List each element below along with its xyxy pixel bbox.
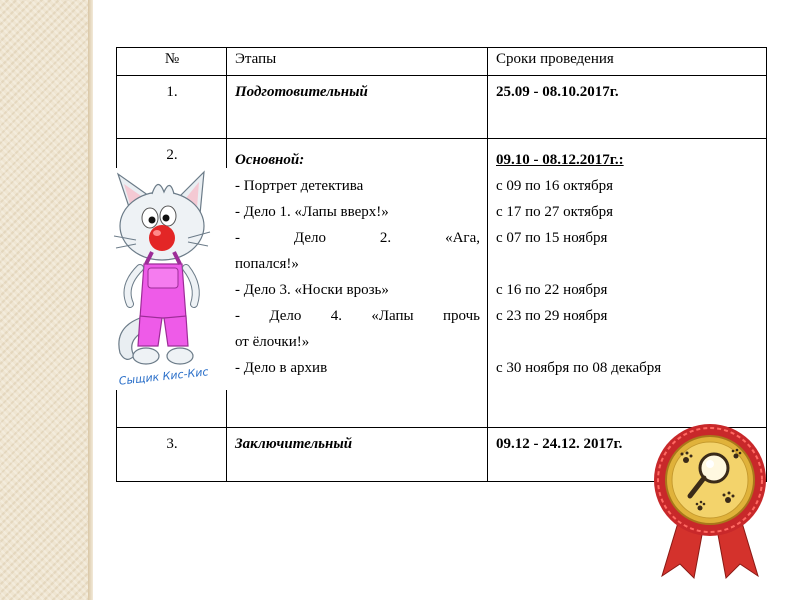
stage-title: Основной:	[235, 152, 305, 168]
case-dates: с 07 по 15 ноября	[496, 230, 608, 246]
stage-cell	[227, 76, 488, 139]
case-item: - Дело 1. «Лапы вверх!»	[235, 204, 389, 220]
detective-cat-illustration	[100, 168, 228, 390]
stage-cell	[227, 139, 488, 428]
header-stages: Этапы	[227, 48, 488, 76]
decorative-side-band	[0, 0, 88, 600]
case-item-continued: от ёлочки!»	[235, 334, 310, 350]
header-dates: Сроки проведения	[488, 48, 767, 76]
case-dates: с 17 по 27 октября	[496, 204, 614, 220]
case-dates: с 16 по 22 ноября	[496, 282, 608, 298]
case-item-continued: попался!»	[235, 256, 299, 272]
spacer	[496, 251, 759, 277]
case-item: - Дело 4. «Лапы прочь	[235, 308, 480, 324]
row-number: 1.	[117, 76, 227, 139]
decorative-side-line	[88, 0, 93, 600]
stage-cell	[227, 428, 488, 482]
case-item: - Дело в архив	[235, 360, 328, 376]
stage-title: Заключительный	[235, 436, 353, 452]
case-dates: с 30 ноября по 08 декабря	[496, 360, 662, 376]
dates-cell	[488, 76, 767, 139]
case-item: - Портрет детектива	[235, 178, 364, 194]
mascot-caption: Сыщик Кис-Кис	[118, 365, 210, 388]
dates-cell	[488, 139, 767, 428]
stage-dates: 09.10 - 08.12.2017г.:	[496, 152, 624, 168]
case-item: - Дело 3. «Носки врозь»	[235, 282, 389, 298]
case-item: - Дело 2. «Ага,	[235, 230, 480, 246]
row-number: 3.	[117, 428, 227, 482]
spacer	[496, 329, 759, 355]
stage-dates: 25.09 - 08.10.2017г.	[496, 84, 619, 100]
detective-medal-illustration	[652, 416, 768, 580]
table-header-row	[117, 48, 767, 76]
case-dates: с 23 по 29 ноября	[496, 308, 608, 324]
table-row	[117, 76, 767, 139]
stage-title: Подготовительный	[235, 84, 368, 100]
row-number: 2.	[117, 139, 227, 428]
header-number: №	[117, 48, 227, 76]
case-dates: с 09 по 16 октября	[496, 178, 614, 194]
stage-dates: 09.12 - 24.12. 2017г.	[496, 436, 623, 452]
